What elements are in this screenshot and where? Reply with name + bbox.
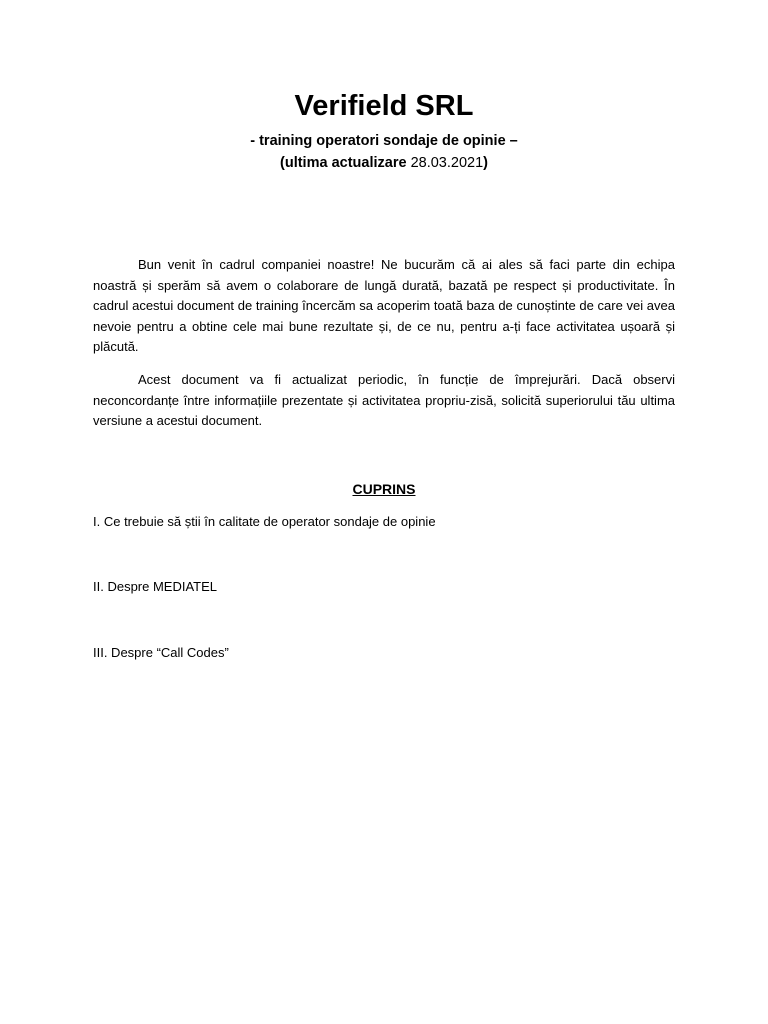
toc-item-3: III. Despre “Call Codes” [93, 645, 229, 660]
intro-paragraph-1: Bun venit în cadrul companiei noastre! Ne bucurăm că ai ales să faci parte din echipa noastră și sperăm să avem o colaborare de lungă durată, bazată pe respect și productivitate. În cadrul acestui document de training încercăm sa acoperim toată baza de cunoștinte de care vei avea nevoie pentru a obtine cele mai bune rezultate și, de ce nu, pentru a-ți face activitatea ușoară și plăcută. [93, 257, 675, 354]
toc-item-1: I. Ce trebuie să știi în calitate de operator sondaje de opinie [93, 514, 436, 529]
toc-item-2: II. Despre MEDIATEL [93, 579, 218, 594]
intro-paragraph-2: Acest document va fi actualizat periodic, în funcție de împrejurări. Dacă observi neconcordanțe între informațiile prezentate și activitatea propriu-zisă, solicită superiorului tău ultima versiune a acestui document. [93, 372, 675, 428]
last-updated-close-paren: ) [483, 155, 488, 171]
last-updated-line [0, 152, 768, 174]
document-title: Verifield SRL [294, 90, 474, 122]
toc-heading: CUPRINS [352, 481, 416, 497]
document-subtitle: - training operatori sondaje de opinie – [250, 133, 518, 149]
last-updated-date: 28.03.2021 [410, 155, 484, 171]
last-updated-label: (ultima actualizare [280, 155, 411, 171]
